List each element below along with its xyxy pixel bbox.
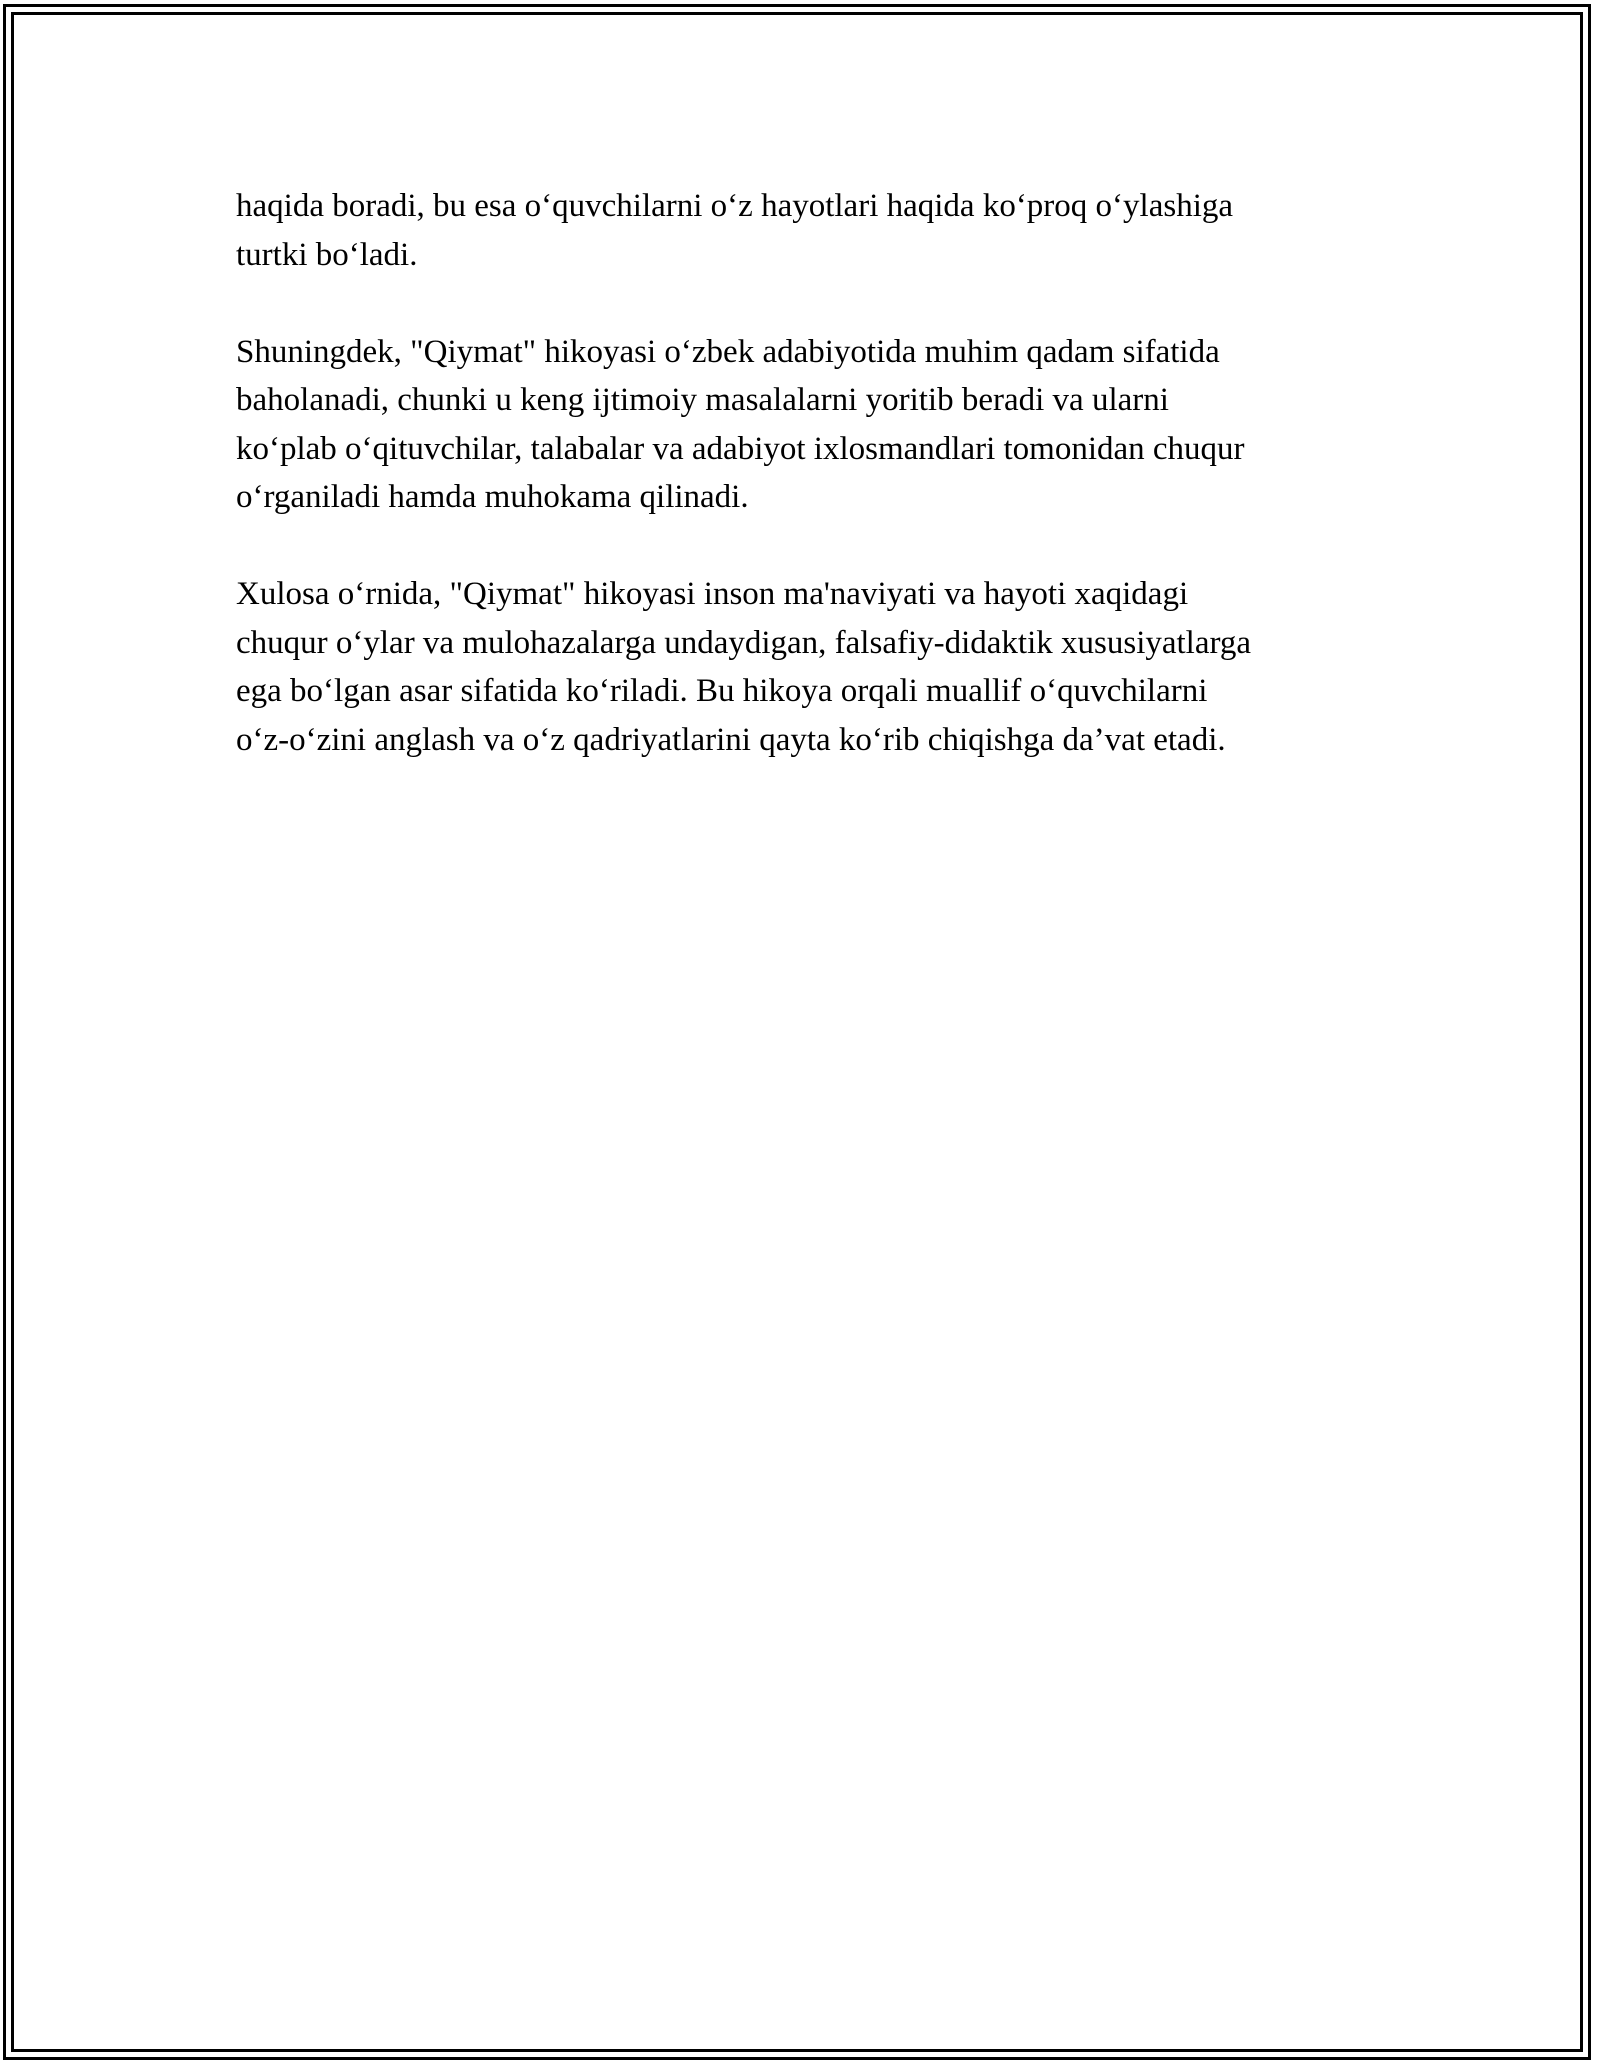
text-line: Shuningdek, "Qiymat" hikoyasi o‘zbek adabiyotida muhim qadam sifatida	[236, 333, 1220, 370]
paragraph-continuation	[236, 182, 1386, 279]
text-line: baholanadi, chunki u keng ijtimoiy masalalarni yoritib beradi va ularni	[236, 382, 1169, 418]
text-line: Xulosa o‘rnida, "Qiymat" hikoyasi inson ma'naviyati va hayoti xaqidagi	[236, 576, 1189, 612]
text-line: turtki bo‘ladi.	[236, 236, 418, 273]
text-line: haqida boradi, bu esa o‘quvchilarni o‘z hayotlari haqida ko‘proq o‘ylashiga	[236, 188, 1234, 224]
text-line: ko‘plab o‘qituvchilar, talabalar va adabiyot ixlosmandlari tomonidan chuqur	[236, 430, 1245, 467]
text-line: chuqur o‘ylar va mulohazalarga undaydigan, falsafiy-didaktik xususiyatlarga	[236, 624, 1252, 661]
text-line: ega bo‘lgan asar sifatida ko‘riladi. Bu hikoya orqali muallif o‘quvchilarni	[236, 673, 1208, 709]
text-line: o‘z-o‘zini anglash va o‘z qadriyatlarini qayta ko‘rib chiqishga da’vat etadi.	[236, 721, 1226, 758]
paragraph-significance	[236, 328, 1386, 522]
document-body	[236, 182, 1386, 813]
text-line: o‘rganiladi hamda muhokama qilinadi.	[236, 479, 749, 515]
paragraph-conclusion	[236, 570, 1386, 764]
